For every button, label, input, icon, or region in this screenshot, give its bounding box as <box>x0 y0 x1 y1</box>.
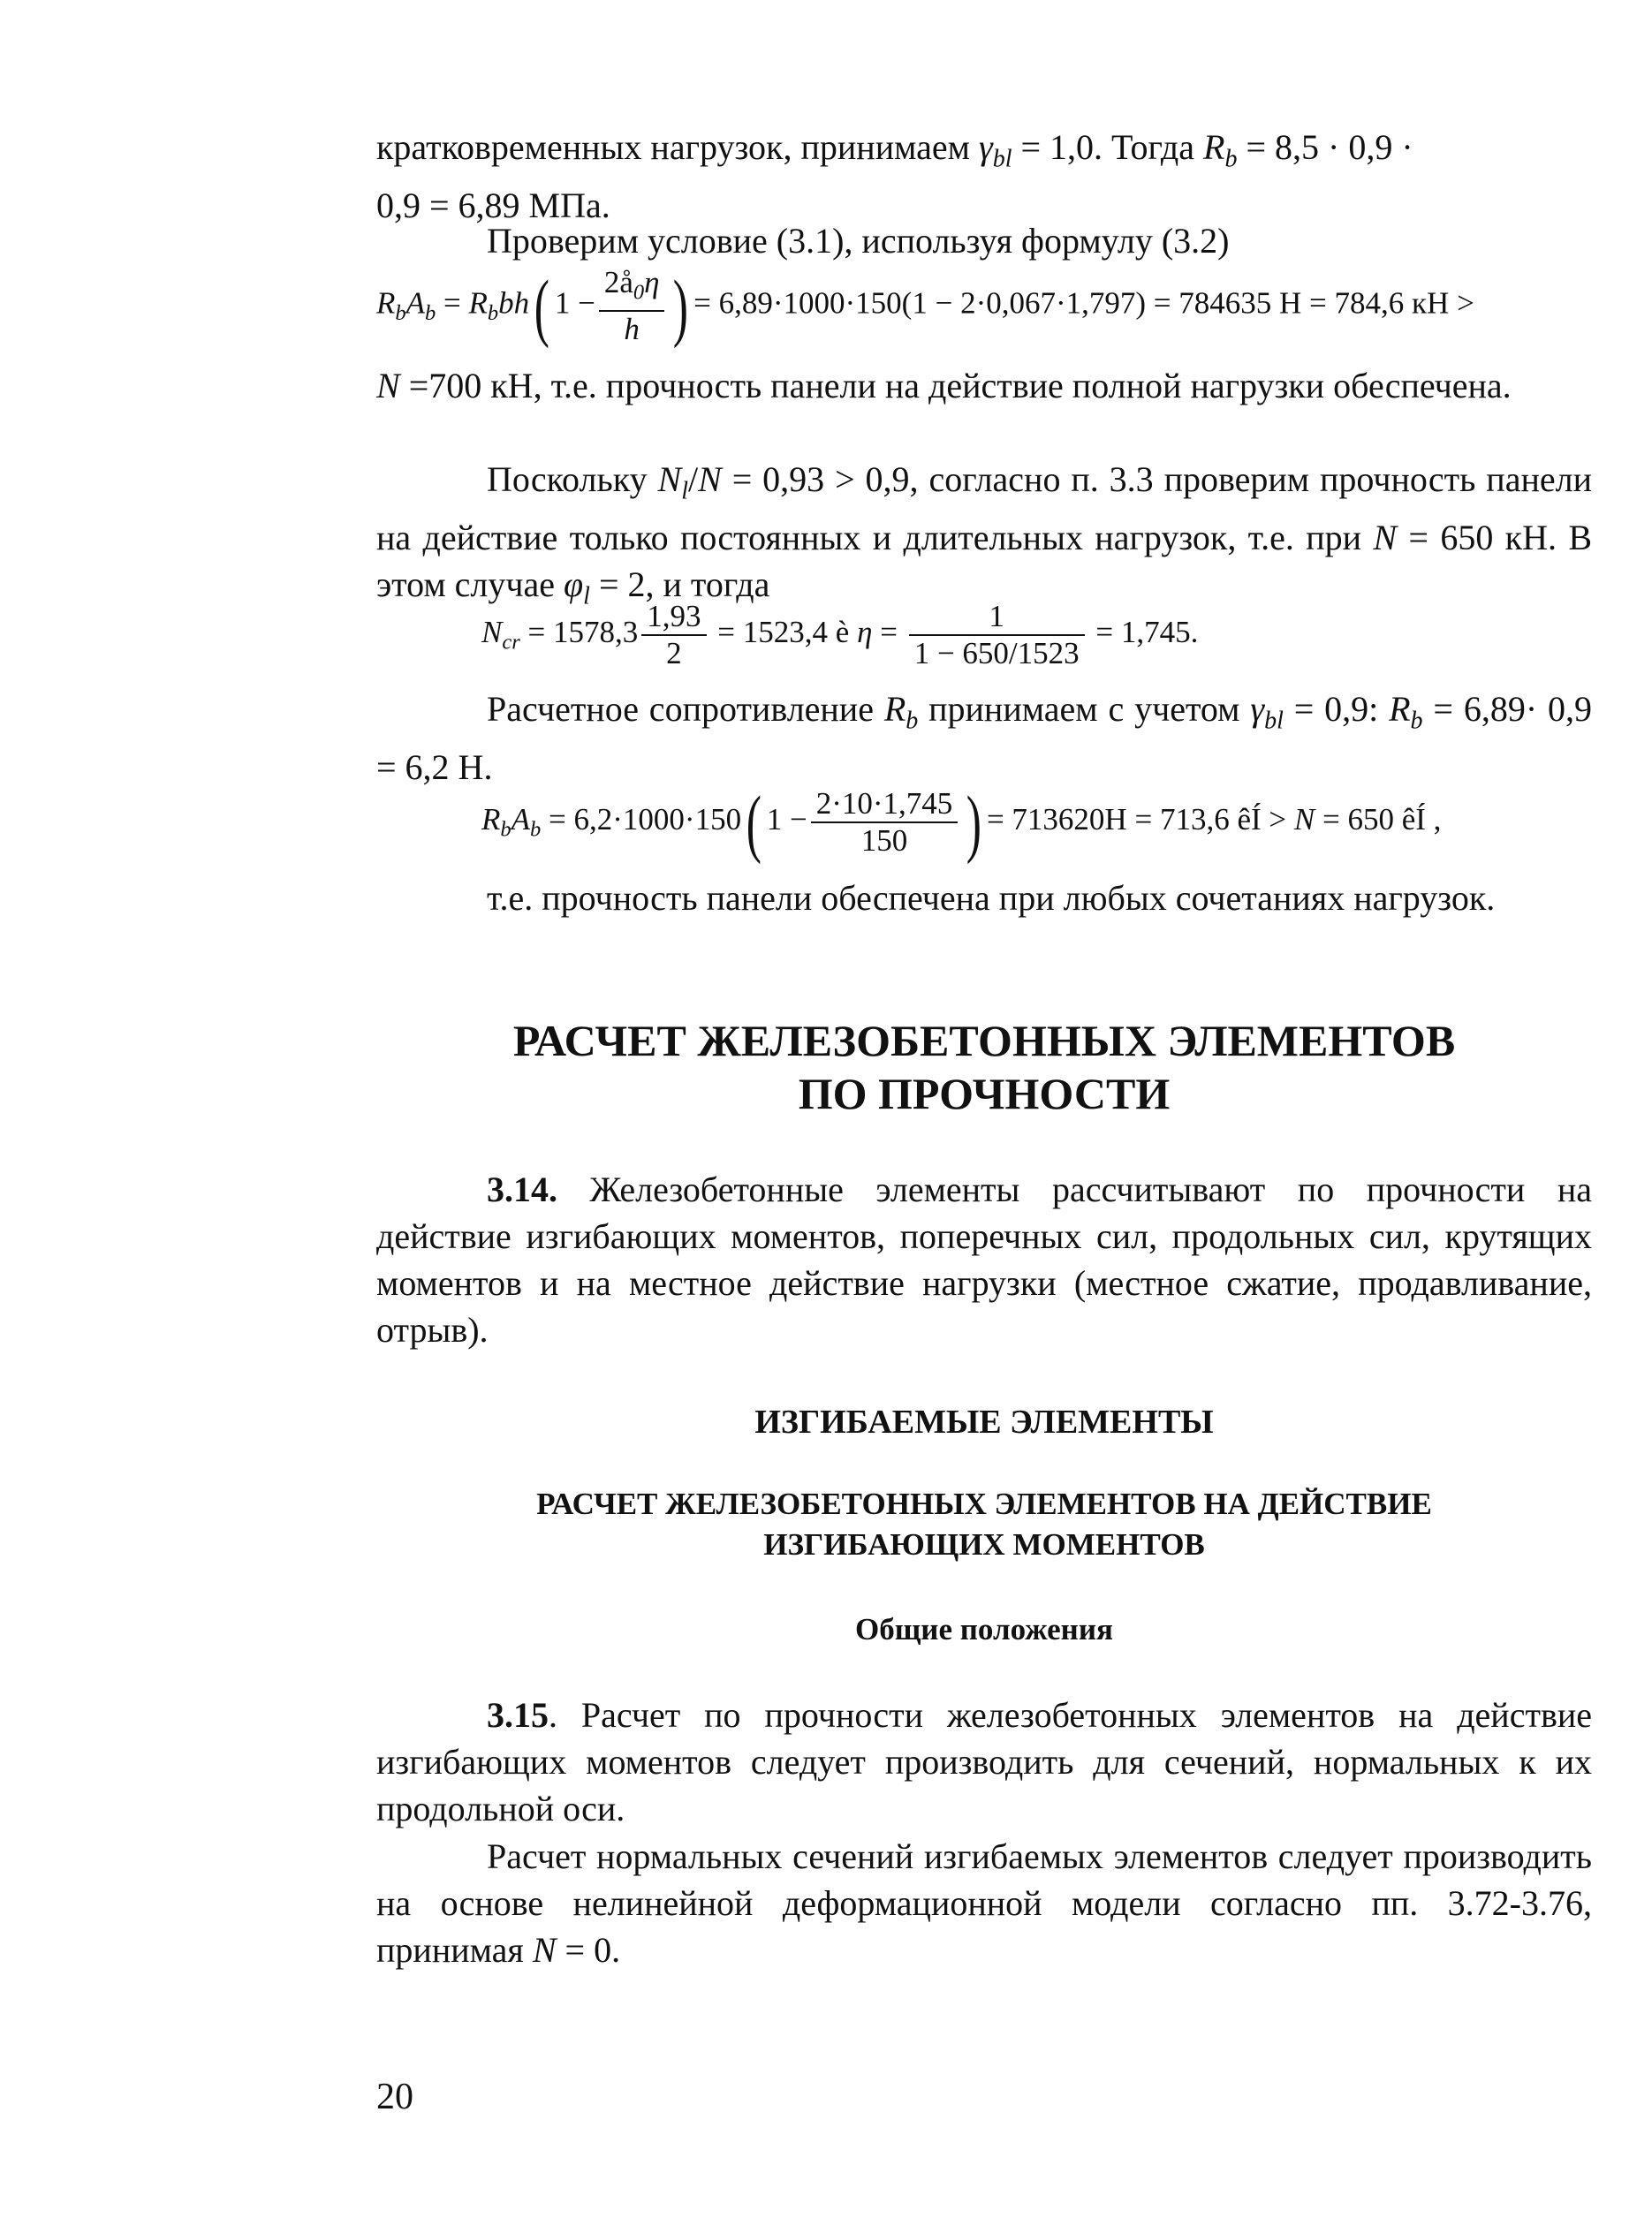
paragraph-strength-all-combinations: т.е. прочность панели обеспечена при любых сочетаниях нагрузок. <box>487 878 1496 918</box>
fraction-2-10-1745-over-150: $\frac{2\cdot 10\cdot 1,745}{150}$ <box>811 786 959 859</box>
formula-strength-long-term: $R_bA_b = 6,2\cdot 1000\cdot 150$( 1 − $\frac{2\cdot 10\cdot 1,745}{150}$ ) = 713620Н = 713,6 êÍ > N = 650 êÍ , <box>481 780 1442 865</box>
paragraph-normal-sections: Расчет нормальных сечений изгибаемых элементов следует производить на основе нелинейной деформационной модели согласно пп. 3.72-3.76, принимая N = 0. <box>376 1836 1592 1970</box>
paragraph-3-15: 3.15. Расчет по прочности железобетонных элементов на действие изгибающих моментов следует производить для сечений, нормальных к их продольной оси. <box>376 1695 1592 1828</box>
fraction-2a0-eta-over-h: $\frac{2å_0\eta}{h}$ <box>599 265 665 347</box>
paragraph-3-14: 3.14. Железобетонные элементы рассчитывают по прочности на действие изгибающих моментов, поперечных сил, продольных сил, крутящих моментов и на местное действие нагрузки (местное сжатие, продавливание, отрыв). <box>376 1170 1592 1350</box>
fraction-eta: $\frac{1}{1 - 650/1523}$ <box>909 599 1085 671</box>
subsection-heading-bending-moments: РАСЧЕТ ЖЕЛЕЗОБЕТОННЫХ ЭЛЕМЕНТОВ НА ДЕЙСТВИЕ ИЗГИБАЮЩИХ МОМЕНТОВ <box>536 1487 1432 1562</box>
subsection-heading-general: Общие положения <box>855 1612 1113 1646</box>
paragraph-strength-ensured: N =700 кН, т.е. прочность панели на действие полной нагрузки обеспечена. <box>376 366 1512 405</box>
paragraph-design-resistance: Расчетное сопротивление $R_b$ принимаем с учетом $\gamma_{bl} = 0,9$: $R_b = 6,89\cdot 0,9 = 6,2$ Н. <box>376 689 1592 788</box>
paragraph-load-factor: кратковременных нагрузок, принимаем $\gamma_{bl} = 1,0$. Тогда $R_b = 8,5 \cdot 0,9$ · 0,9 = 6,89 МПа. <box>376 127 1413 226</box>
paragraph-long-term-check: Поскольку $N_l/N = 0,93 > 0,9$, согласно п. 3.3 проверим прочность панели на действие только постоянных и длительных нагрузок, т.е. при N = 650 кН. В этом случае $\varphi_l = 2$, и тогда <box>376 459 1592 610</box>
page-number: 20 <box>376 2077 413 2117</box>
formula-critical-force: $N_{cr} = 1578,3$ $\frac{1,93}{2}$ = 1523,4 è η = $\frac{1}{1 - 650/1523}$ = 1,745. <box>481 599 1199 670</box>
section-heading: РАСЧЕТ ЖЕЛЕЗОБЕТОННЫХ ЭЛЕМЕНТОВ ПО ПРОЧНОСТИ <box>512 1016 1456 1118</box>
subsection-heading-bending-elements: ИЗГИБАЕМЫЕ ЭЛЕМЕНТЫ <box>754 1404 1214 1441</box>
fraction-1-93-over-2: $\frac{1,93}{2}$ <box>641 599 706 671</box>
formula-strength-full-load: $R_bA_b = R_bbh$( 1 − $\frac{2å_0\eta}{h}$ ) = 6,89·1000·150(1 − 2·0,067·1,797) = 784635 Н = 784,6 кН > <box>376 263 1474 349</box>
paragraph-check-condition: Проверим условие (3.1), используя формулу (3.2) <box>487 221 1230 261</box>
